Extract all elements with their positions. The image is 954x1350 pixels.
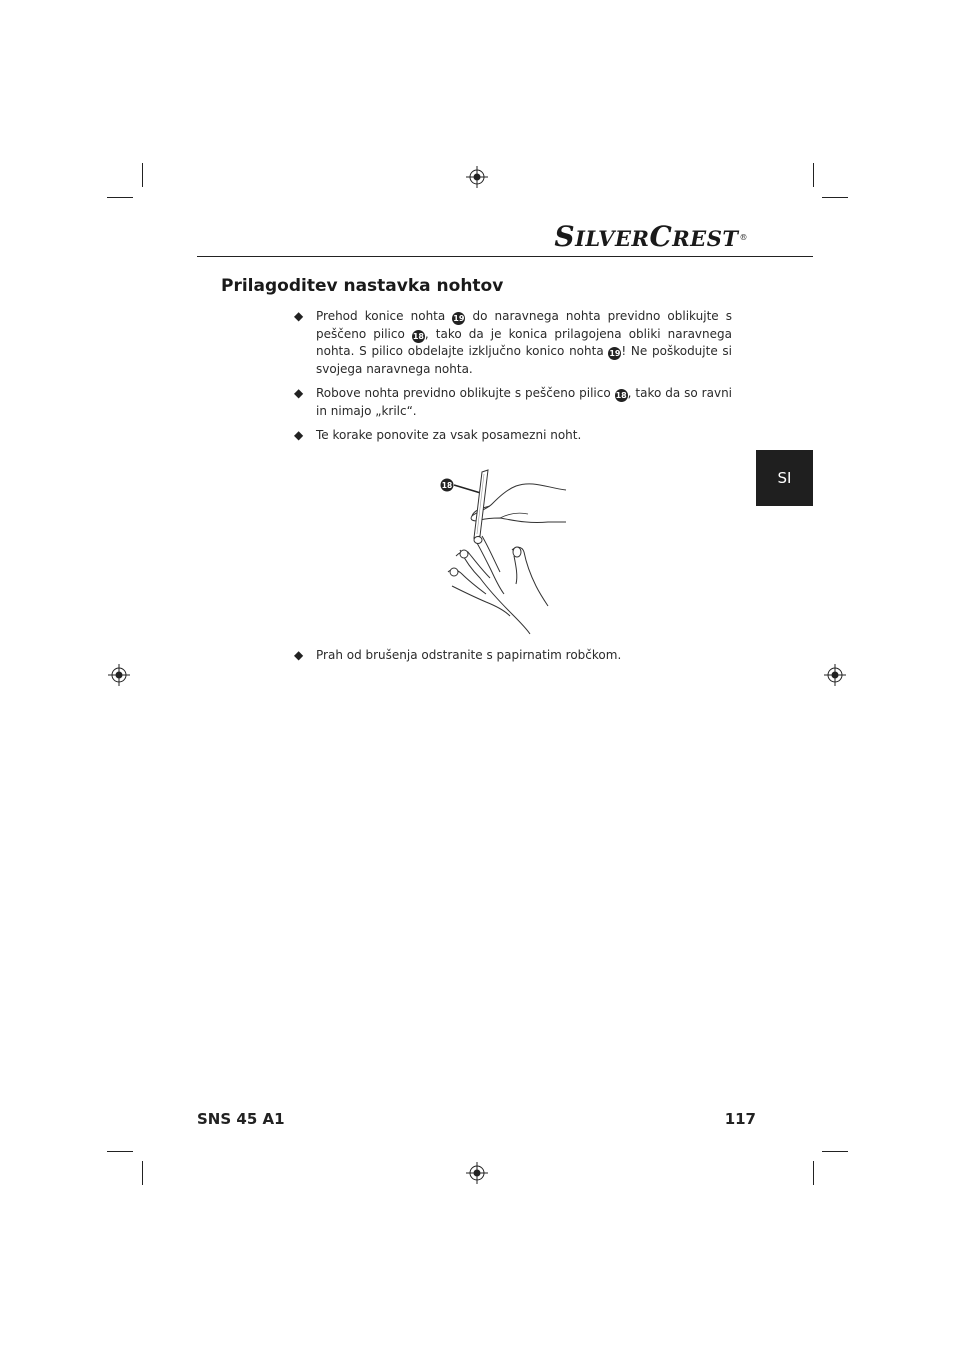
list-item-text: Robove nohta previdno oblikujte s peščeno pilico bbox=[316, 386, 615, 400]
registration-mark-icon bbox=[466, 166, 488, 188]
crop-mark bbox=[822, 1151, 848, 1152]
instruction-list bbox=[294, 308, 732, 452]
diamond-bullet-icon: ◆ bbox=[294, 386, 304, 400]
list-item-text: do naravnega nohta previdno oblikujte s peščeno pilico bbox=[316, 309, 733, 341]
page-number: 117 bbox=[724, 1110, 756, 1128]
part-number-badge: 18 bbox=[412, 331, 424, 341]
registration-mark-icon bbox=[824, 664, 846, 686]
instruction-list bbox=[294, 647, 732, 665]
logo-text: REST bbox=[672, 226, 739, 251]
list-item bbox=[294, 385, 732, 420]
list-item-text: , tako da so ravni in nimajo „krilc“. bbox=[316, 386, 733, 418]
crop-mark bbox=[142, 1161, 143, 1185]
section-heading: Prilagoditev nastavka nohtov bbox=[221, 276, 504, 296]
crop-mark bbox=[142, 163, 143, 187]
part-number-badge: 19 bbox=[453, 314, 465, 323]
language-tab: SI bbox=[756, 450, 813, 506]
header-rule bbox=[197, 256, 813, 257]
list-item-text: ! Ne poškodujte si svojega naravnega nohta. bbox=[316, 344, 733, 376]
part-number-badge: 19 bbox=[609, 349, 621, 358]
diamond-bullet-icon: ◆ bbox=[294, 428, 304, 442]
list-item bbox=[294, 647, 732, 665]
diamond-bullet-icon: ◆ bbox=[294, 648, 304, 662]
crop-mark bbox=[107, 1151, 133, 1152]
brand-logo bbox=[528, 220, 748, 253]
hand-filing-nail-illustration bbox=[438, 466, 573, 640]
model-number: SNS 45 A1 bbox=[197, 1110, 285, 1128]
list-item bbox=[294, 427, 732, 445]
list-item-text: Prah od brušenja odstranite s papirnatim robčkom. bbox=[316, 648, 622, 662]
list-item-text: Te korake ponovite za vsak posamezni noht. bbox=[316, 428, 582, 442]
crop-mark bbox=[813, 163, 814, 187]
crop-mark bbox=[813, 1161, 814, 1185]
diamond-bullet-icon: ◆ bbox=[294, 309, 304, 323]
list-item-text: Prehod konice nohta bbox=[316, 309, 453, 323]
list-item bbox=[294, 308, 732, 378]
registered-mark: ® bbox=[739, 232, 748, 242]
registration-mark-icon bbox=[466, 1162, 488, 1184]
logo-letter: C bbox=[649, 220, 673, 253]
logo-text: ILVER bbox=[575, 226, 650, 251]
hand-illustration-icon bbox=[438, 466, 573, 636]
list-item-text: , tako da je konica prilagojena obliki naravnega nohta. S pilico obdelajte izključno konico nohta bbox=[316, 326, 732, 358]
crop-mark bbox=[822, 197, 848, 198]
part-number-badge: 18 bbox=[615, 391, 627, 400]
registration-mark-icon bbox=[108, 664, 130, 686]
callout-label: 18 bbox=[441, 481, 453, 490]
crop-mark bbox=[107, 197, 133, 198]
logo-letter: S bbox=[554, 220, 576, 253]
